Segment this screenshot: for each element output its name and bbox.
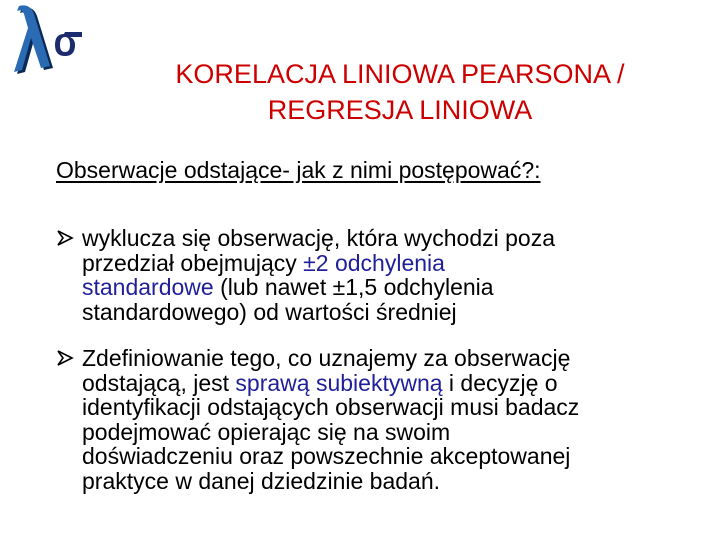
arrowhead-bullet-icon [56, 226, 74, 250]
text-span: przedział obejmujący [82, 249, 304, 276]
highlighted-text: ±2 odchylenia [303, 249, 445, 276]
bullet-2-line-2 [82, 371, 706, 396]
bullet-list [56, 226, 706, 493]
text-span: praktyce w danej dziedzinie badań. [82, 467, 441, 494]
bullet-item-2 [56, 346, 706, 493]
bullet-1-line-4 [82, 300, 706, 325]
subtitle-heading: Obserwacje odstające- jak z nimi postępować?: [56, 157, 541, 183]
bullet-1-line-1 [82, 226, 706, 251]
text-span: odstającą, jest [82, 369, 236, 396]
bullet-2-line-5 [82, 444, 706, 469]
bullet-2-line-6 [82, 469, 706, 494]
bullet-item-1 [56, 226, 706, 324]
text-span: (lub nawet ±1,5 odchylenia [213, 274, 494, 300]
lambda-sigma-logo-icon [6, 2, 86, 74]
bullet-2-line-4 [82, 420, 706, 445]
highlighted-text: standardowe [82, 274, 214, 300]
title-line-2: REGRESJA LINIOWA [267, 95, 533, 125]
page-title [100, 56, 700, 128]
bullet-2-line-1 [82, 346, 706, 371]
title-line-1: KORELACJA LINIOWA PEARSONA / [175, 59, 625, 89]
bullet-2-line-3 [82, 395, 706, 420]
text-span: podejmować opierając się na swoim [82, 418, 451, 445]
text-span: identyfikacji odstających obserwacji musi badacz [82, 394, 580, 420]
bullet-1-line-2 [82, 251, 706, 276]
highlighted-text: sprawą subiektywną [235, 369, 443, 396]
text-span: i decyzję o [442, 369, 558, 396]
arrowhead-bullet-icon [56, 346, 74, 370]
text-span: wyklucza się obserwację, która wychodzi poza [82, 225, 555, 251]
text-span: standardowego) od wartości średniej [82, 298, 457, 325]
bullet-1-line-3 [82, 275, 706, 300]
text-span: doświadczeniu oraz powszechnie akceptowanej [82, 443, 571, 469]
text-span: Zdefiniowanie tego, co uznajemy za obserwację [82, 345, 571, 371]
